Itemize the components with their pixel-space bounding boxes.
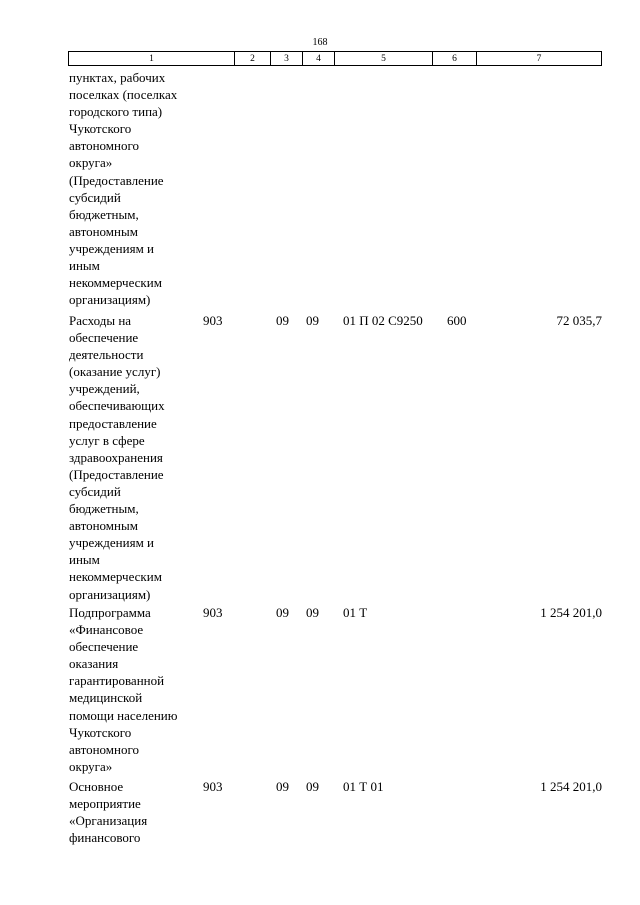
- row-section: 09: [276, 313, 289, 328]
- header-col-6: 6: [433, 52, 477, 65]
- row-subsection: 09: [306, 313, 319, 328]
- header-col-2: 2: [235, 52, 271, 65]
- row-sum: 72 035,7: [556, 313, 602, 328]
- row-subsection: 09: [306, 779, 319, 794]
- table-header: [68, 51, 602, 66]
- row-section: 09: [276, 605, 289, 620]
- header-col-7: 7: [536, 54, 542, 64]
- row-section: 09: [276, 779, 289, 794]
- row-sum: 1 254 201,0: [540, 779, 602, 794]
- row-subsection: 09: [306, 605, 319, 620]
- row-description: пунктах, рабочих поселках (поселках городского типа) Чукотского автономного округа» (Предоставление субсидий бюджетным, автономным учреждениям и иным некоммерческим организациям): [69, 70, 178, 308]
- row-grbs: 903: [203, 313, 223, 328]
- row-target-article: 01 П 02 С9250: [343, 313, 423, 328]
- header-col-4: 4: [303, 52, 335, 65]
- row-description: Основное мероприятие «Организация финансового: [69, 779, 148, 846]
- row-target-article: 01 Т 01: [343, 779, 384, 794]
- header-col-5: 5: [335, 52, 433, 65]
- row-expense-type: 600: [447, 313, 467, 328]
- row-description: Подпрограмма «Финансовое обеспечение оказания гарантированной медицинской помощи населению Чукотского автономного округа»: [69, 605, 178, 774]
- row-description: Расходы на обеспечение деятельности (оказание услуг) учреждений, обеспечивающих предоставление услуг в сфере здравоохранения (Предоставление субсидий бюджетным, автономным учреждениям и иным некоммерческим организациям): [69, 313, 165, 602]
- row-target-article: 01 Т: [343, 605, 368, 620]
- row-sum: 1 254 201,0: [540, 605, 602, 620]
- row-grbs: 903: [203, 779, 223, 794]
- row-grbs: 903: [203, 605, 223, 620]
- page-number: 168: [312, 37, 328, 48]
- header-col-3: 3: [271, 52, 303, 65]
- header-col-1: 1: [69, 52, 235, 65]
